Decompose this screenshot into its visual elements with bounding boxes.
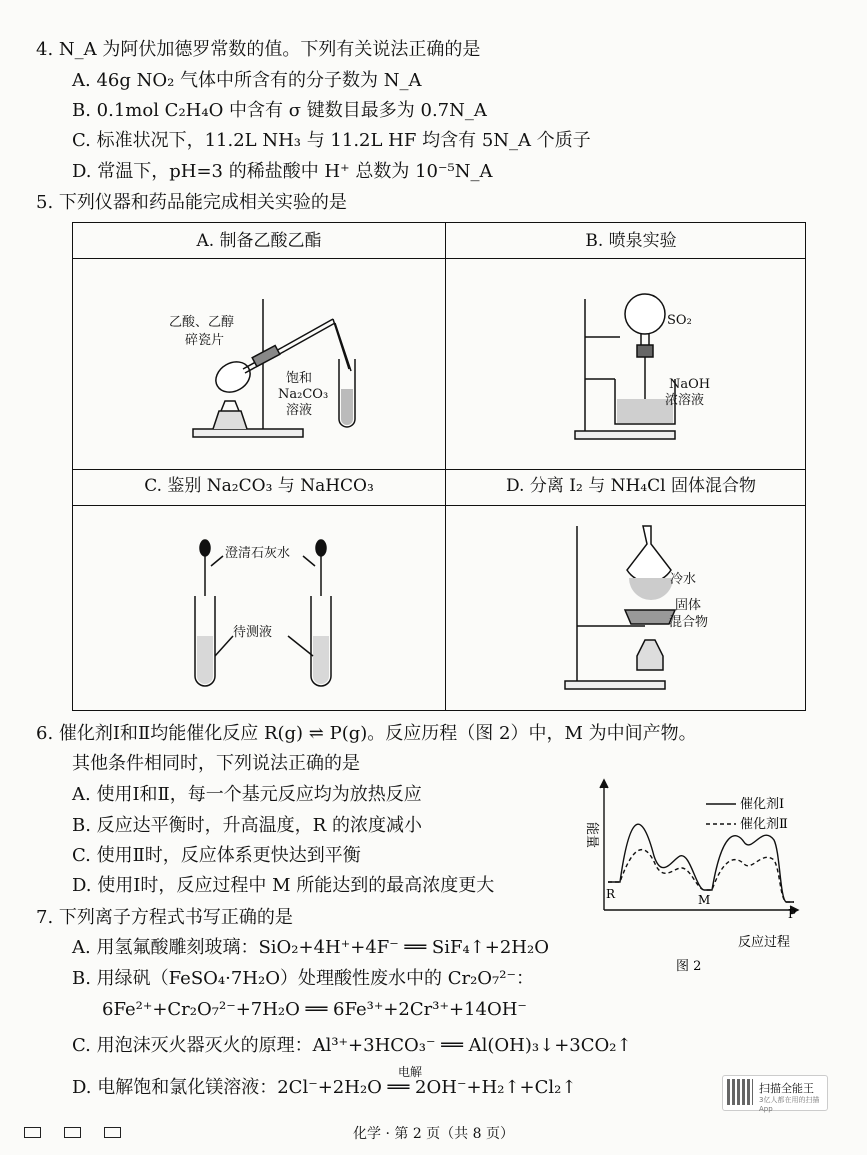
q5-c-heading: C. 鉴别 Na₂CO₃ 与 NaHCO₃	[144, 476, 374, 496]
q7-option-c: C. 用泡沫灭火器灭火的原理：Al³⁺+3HCO₃⁻ ══ Al(OH)₃↓+3CO₂↑	[72, 1035, 632, 1056]
limewater-label: 澄清石灰水	[225, 546, 291, 561]
test-solution-label: 待测液	[233, 625, 273, 640]
fountain-so2-label: SO₂	[667, 313, 692, 328]
fig2-legend-catalyst-2: 催化剂Ⅱ	[740, 817, 788, 832]
q5-b-heading: B. 喷泉实验	[585, 231, 677, 251]
sublimation-apparatus-diagram	[445, 506, 807, 711]
q7-stem: 7. 下列离子方程式书写正确的是	[36, 907, 293, 928]
q4-option-a: A. 46g NO₂ 气体中所含有的分子数为 N_A	[72, 70, 422, 91]
q7-option-d: D. 电解饱和氯化镁溶液：2Cl⁻+2H₂O ══ 2OH⁻+H₂↑+Cl₂↑	[72, 1077, 577, 1098]
q5-apparatus-table	[72, 222, 806, 711]
fountain-conc-solution-label: 浓溶液	[665, 393, 705, 408]
q4-option-d: D. 常温下，pH=3 的稀盐酸中 H⁺ 总数为 10⁻⁵N_A	[72, 161, 493, 182]
scanner-watermark	[722, 1075, 828, 1111]
q7-option-b-line2: 6Fe²⁺+Cr₂O₇²⁻+7H₂O ══ 6Fe³⁺+2Cr³⁺+14OH⁻	[102, 999, 527, 1020]
fig2-point-p: P	[788, 907, 797, 921]
q4-option-c: C. 标准状况下，11.2L NH₃ 与 11.2L HF 均含有 5N_A 个质子	[72, 130, 591, 151]
q6-option-a: A. 使用Ⅰ和Ⅱ，每一个基元反应均为放热反应	[72, 784, 422, 805]
fig2-ylabel: 能量	[584, 822, 599, 849]
fig2-caption: 图 2	[676, 959, 702, 974]
scanner-brand: 扫描全能王	[759, 1082, 814, 1095]
fountain-apparatus-diagram	[445, 259, 807, 469]
q4-option-b: B. 0.1mol C₂H₄O 中含有 σ 键数目最多为 0.7N_A	[72, 100, 487, 121]
fig2-point-m: M	[698, 893, 711, 907]
ester-reagents-label: 乙酸、乙醇	[169, 315, 235, 330]
ester-solution-label: 溶液	[286, 403, 313, 418]
q6-option-b: B. 反应达平衡时，升高温度，R 的浓度减小	[72, 815, 422, 836]
qr-code-icon	[727, 1079, 753, 1105]
fig2-legend-catalyst-1: 催化剂Ⅰ	[740, 797, 785, 812]
q7-option-b-line1: B. 用绿矾（FeSO₄·7H₂O）处理酸性废水中的 Cr₂O₇²⁻：	[72, 968, 534, 989]
cold-water-label: 冷水	[670, 572, 697, 587]
scanner-tagline: 3亿人都在用的扫描App	[759, 1096, 820, 1113]
q7-electrolysis-condition: 电解	[398, 1065, 423, 1079]
ester-boiling-chips-label: 碎瓷片	[185, 333, 225, 348]
mixture-label: 混合物	[669, 615, 709, 630]
ester-na2co3-label: Na₂CO₃	[278, 387, 329, 402]
q5-stem: 5. 下列仪器和药品能完成相关实验的是	[36, 192, 347, 213]
fig2-point-r: R	[606, 887, 616, 901]
fig2-xlabel: 反应过程	[738, 935, 791, 950]
q6-option-c: C. 使用Ⅱ时，反应体系更快达到平衡	[72, 845, 361, 866]
page-footer: 化学 · 第 2 页（共 8 页）	[353, 1126, 514, 1142]
energy-profile-figure	[580, 770, 820, 980]
q6-stem-line1: 6. 催化剂Ⅰ和Ⅱ均能催化反应 R(g) ⇌ P(g)。反应历程（图 2）中，M 为中间产物。	[36, 723, 697, 744]
q4-stem: 4. N_A 为阿伏加德罗常数的值。下列有关说法正确的是	[36, 39, 481, 60]
q6-stem-line2: 其他条件相同时，下列说法正确的是	[72, 753, 360, 774]
q6-option-d: D. 使用Ⅰ时，反应过程中 M 所能达到的最高浓度更大	[72, 875, 495, 896]
q7-option-a: A. 用氢氟酸雕刻玻璃：SiO₂+4H⁺+4F⁻ ══ SiF₄↑+2H₂O	[72, 937, 549, 958]
solid-label: 固体	[675, 598, 702, 613]
ester-saturated-label: 饱和	[286, 371, 313, 386]
q5-a-heading: A. 制备乙酸乙酯	[196, 231, 322, 251]
q5-d-heading: D. 分离 I₂ 与 NH₄Cl 固体混合物	[506, 476, 756, 496]
ester-apparatus-diagram	[73, 259, 445, 469]
limewater-test-diagram	[73, 506, 445, 711]
fountain-naoh-label: NaOH	[669, 377, 711, 392]
